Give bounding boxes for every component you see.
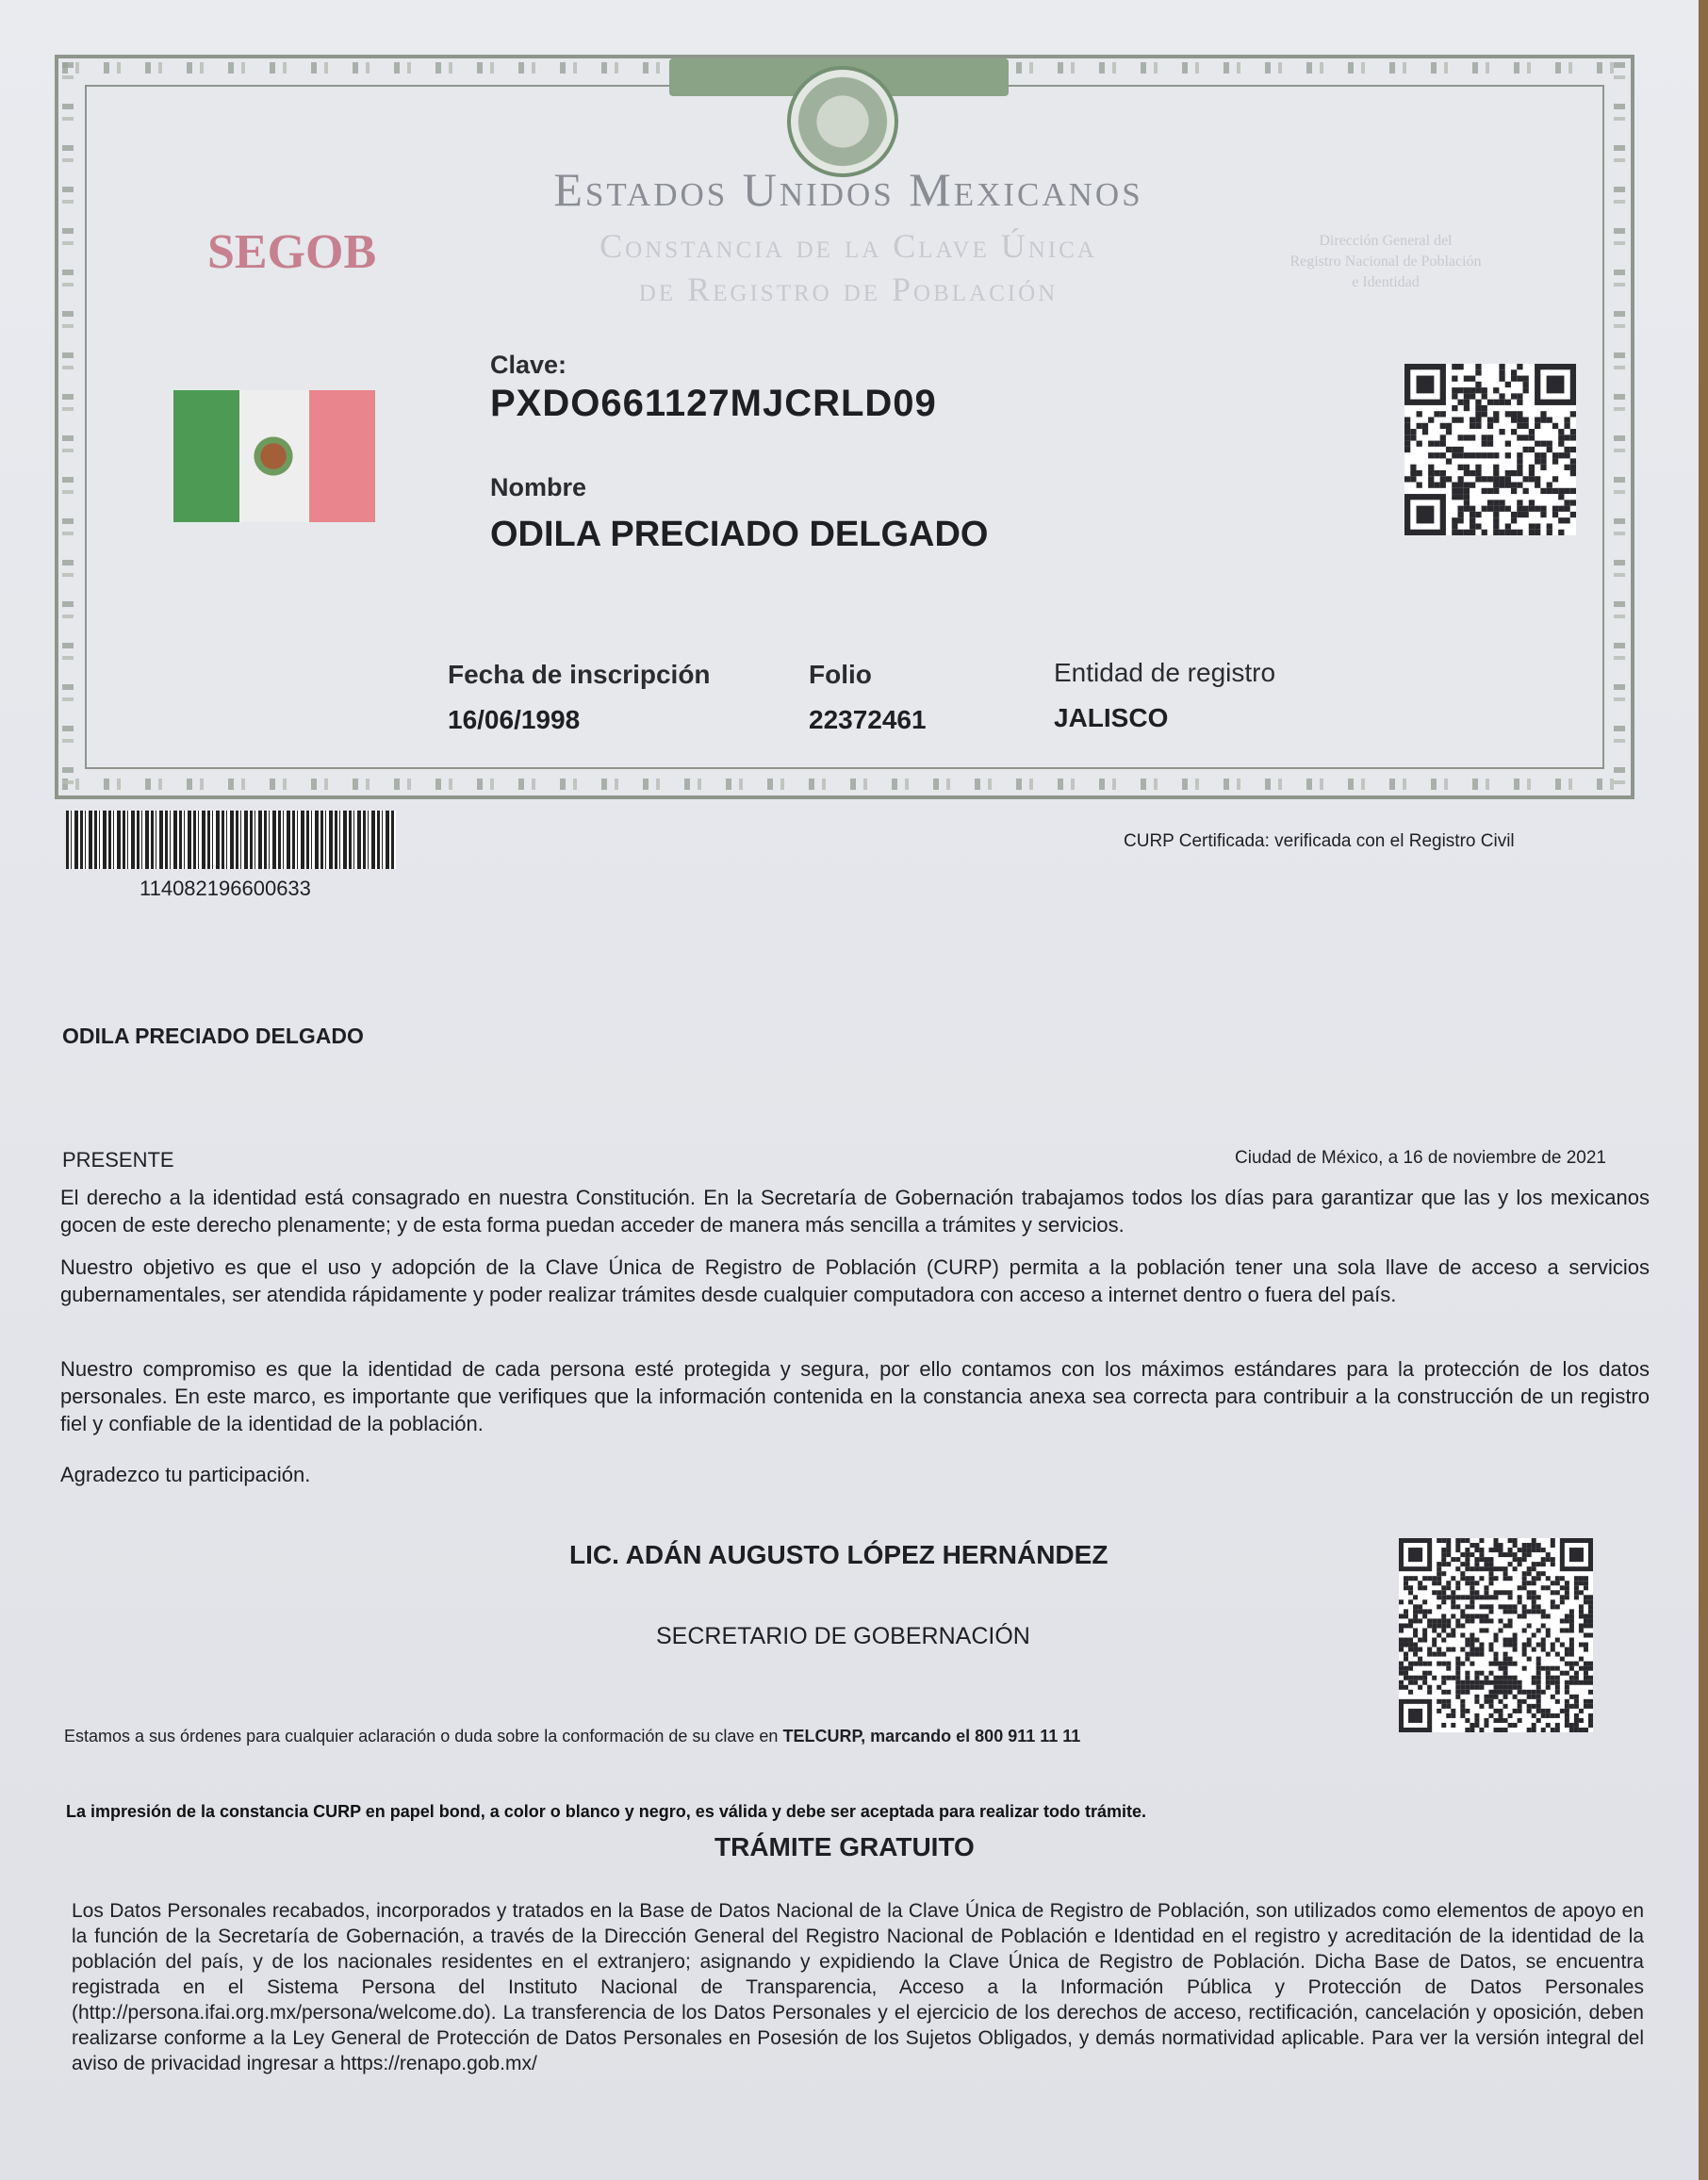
contact-text: Estamos a sus órdenes para cualquier aclaración o duda sobre la conformación de su clave en	[64, 1727, 783, 1746]
qr-code-icon	[1404, 364, 1576, 535]
presente: PRESENTE	[62, 1148, 174, 1172]
signer-name: LIC. ADÁN AUGUSTO LÓPEZ HERNÁNDEZ	[569, 1540, 1109, 1569]
signer-title: SECRETARIO DE GOBERNACIÓN	[656, 1623, 1030, 1649]
folio-label: Folio	[809, 660, 872, 689]
clave-label: Clave:	[490, 351, 567, 379]
folio-value: 22372461	[809, 705, 927, 734]
paragraph-3: Nuestro compromiso es que la identidad de cada persona esté protegida y segura, por ello contamos con los máximos estándares para la protección de los datos personales. En este marco, es importante que verifiques que la información contenida en la constancia anexa sea correcta para contribuir a la construcción de un registro fiel y confiable de la identidad de la población.	[60, 1357, 1650, 1435]
document-title-line2: de Registro de Población	[638, 270, 1059, 308]
place-date: Ciudad de México, a 16 de noviembre de 2021	[1235, 1148, 1606, 1168]
nombre-value: ODILA PRECIADO DELGADO	[490, 515, 989, 554]
free-procedure: TRÁMITE GRATUITO	[714, 1832, 975, 1861]
registry-line3: e Identidad	[1352, 274, 1420, 290]
print-note: La impresión de la constancia CURP en papel bond, a color o blanco y negro, es válida y debe ser aceptada para realizar todo trámite.	[66, 1802, 1147, 1821]
fecha-label: Fecha de inscripción	[448, 660, 711, 689]
entidad-label: Entidad de registro	[1054, 658, 1276, 687]
frame-pattern-right	[1614, 62, 1625, 788]
privacy-notice: Los Datos Personales recabados, incorporados y tratados en la Base de Datos Nacional de la Clave Única de Registro de Población, son utilizados como elementos de apoyo en la función de la Secretaría de Gobernación, a través de la Dirección General del Registro Nacional de Población e Identidad en el registro y acreditación de la identidad de la población del país, y de los nacionales residentes en el extranjero; asignando y expidiendo la Clave Única de Registro de Población. Dicha Base de Datos, se encuentra registrada en el Sistema Persona del Instituto Nacional de Transparencia, Acceso a la Información Pública y Protección de Datos Personales (http://persona.ifai.org.mx/persona/welcome.do). La transferencia de los Datos Personales y el ejercicio de los derechos de acceso, rectificación, cancelación y oposición, deben realizarse conforme a la Ley General de Protección de Datos Personales en Posesión de los Sujetos Obligados, y demás normatividad aplicable. Para ver la versión integral del aviso de privacidad ingresar a https://renapo.gob.mx/	[72, 1900, 1644, 2074]
barcode-icon	[66, 811, 396, 869]
certified-note: CURP Certificada: verificada con el Registro Civil	[1124, 831, 1515, 851]
frame-pattern-bottom	[62, 779, 1627, 790]
table-edge	[1699, 0, 1708, 2180]
paragraph-2: Nuestro objetivo es que el uso y adopción de la Clave Única de Registro de Población (CURP) permita a la población tener una sola llave de acceso a servicios gubernamentales, ser atendida rápidamente y poder realizar trámites desde cualquier computadora con acceso a internet dentro o fuera del país.	[60, 1255, 1650, 1306]
clave-value: PXDO661127MJCRLD09	[490, 383, 937, 424]
registry-line2: Registro Nacional de Población	[1289, 254, 1482, 270]
frame-pattern-left	[62, 62, 74, 788]
coat-of-arms-icon	[787, 66, 898, 177]
contact-phone: TELCURP, marcando el 800 911 11 11	[782, 1727, 1081, 1746]
nombre-label: Nombre	[490, 473, 587, 501]
segob-logo: SEGOB	[207, 225, 377, 279]
recipient-name: ODILA PRECIADO DELGADO	[62, 1024, 364, 1048]
contact-line	[64, 1727, 1080, 1746]
fecha-value: 16/06/1998	[448, 705, 581, 734]
entidad-value: JALISCO	[1054, 703, 1169, 732]
document-title-line1: Constancia de la Clave Única	[599, 227, 1097, 265]
registry-line1: Dirección General del	[1319, 233, 1453, 249]
mexican-flag-icon	[173, 390, 375, 522]
qr-code-signature-icon	[1399, 1538, 1593, 1732]
barcode-number: 114082196600633	[140, 877, 311, 900]
paragraph-1: El derecho a la identidad está consagrado en nuestra Constitución. En la Secretaría de Gobernación trabajamos todos los días para garantizar que las y los mexicanos gocen de este derecho plenamente; y de esta forma puedan acceder de manera más sencilla a trámites y servicios.	[60, 1186, 1650, 1237]
country-title: Estados Unidos Mexicanos	[553, 163, 1143, 216]
thanks: Agradezco tu participación.	[60, 1463, 311, 1486]
document-title	[490, 224, 1207, 311]
registry-watermark	[1225, 231, 1546, 293]
